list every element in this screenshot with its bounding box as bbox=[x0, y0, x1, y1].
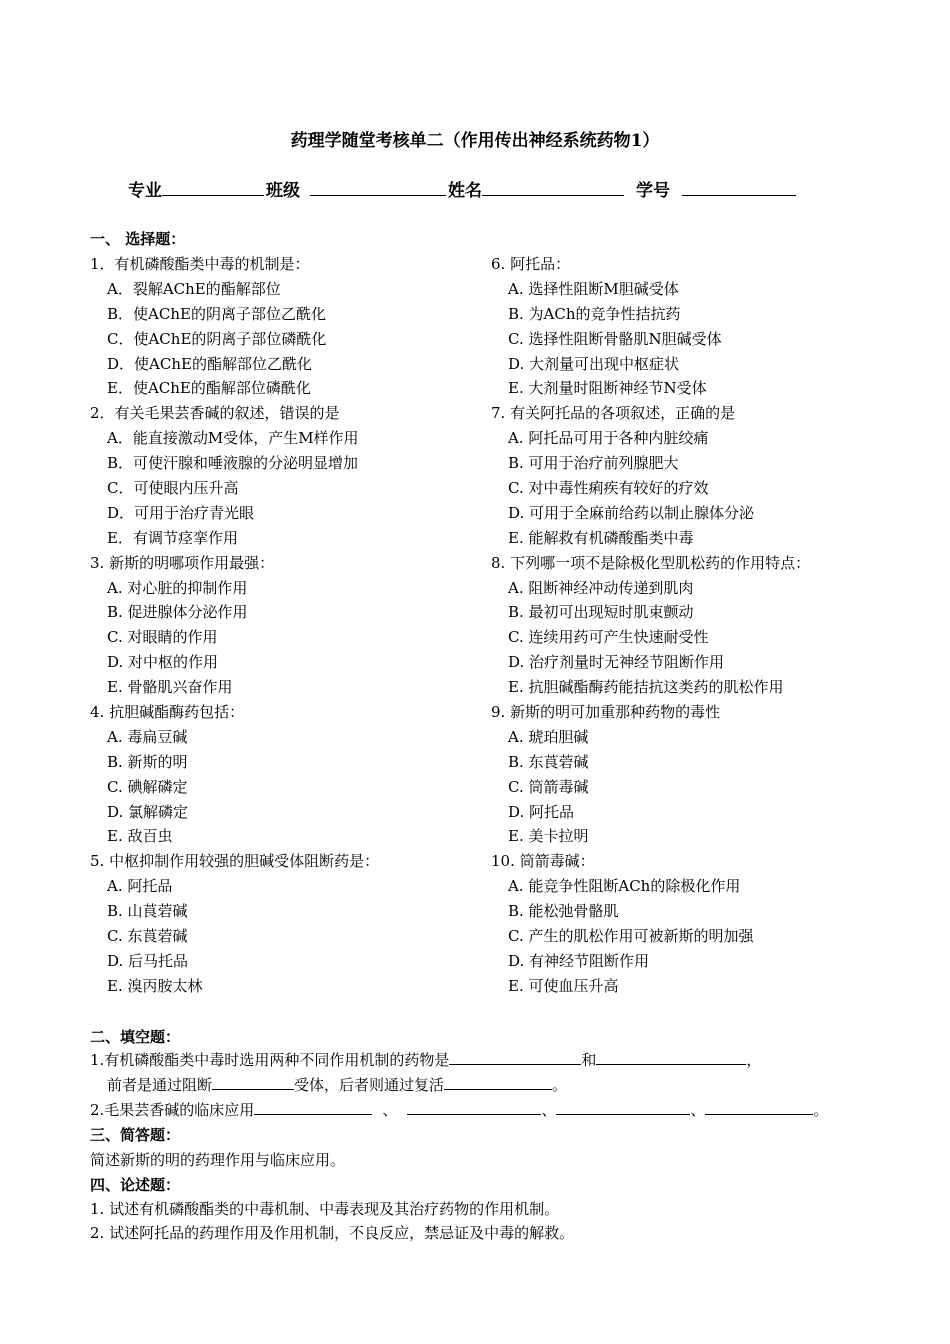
answer-option[interactable]: B. 山莨菪碱 bbox=[107, 902, 188, 921]
answer-option[interactable]: B. 最初可出现短时肌束颤动 bbox=[508, 603, 694, 622]
fill-blank[interactable] bbox=[705, 1099, 813, 1115]
answer-option[interactable]: E. 溴丙胺太林 bbox=[107, 976, 203, 995]
answer-option[interactable]: A. 毒扁豆碱 bbox=[107, 727, 188, 746]
class-label: 班级 bbox=[266, 181, 300, 201]
choice-column-left bbox=[90, 252, 510, 999]
answer-option[interactable]: D. 后马托品 bbox=[107, 951, 189, 970]
section-heading-essay: 四、论述题： bbox=[90, 1176, 181, 1194]
question-stem: 2．有关毛果芸香碱的叙述，错误的是 bbox=[90, 404, 340, 423]
question-stem: 10. 筒箭毒碱： bbox=[491, 852, 595, 871]
answer-option[interactable]: D. 大剂量可出现中枢症状 bbox=[508, 354, 680, 373]
answer-option[interactable]: B. 东莨菪碱 bbox=[508, 752, 589, 771]
fill-blank[interactable] bbox=[212, 1074, 294, 1090]
question-stem: 5. 中枢抑制作用较强的胆碱受体阻断药是： bbox=[90, 852, 380, 871]
answer-option[interactable]: C. 对眼睛的作用 bbox=[107, 628, 218, 647]
fill-q1-text-a: 1.有机磷酸酯类中毒时选用两种不同作用机制的药物是 bbox=[90, 1051, 450, 1069]
fill-blank[interactable] bbox=[444, 1074, 552, 1090]
answer-option[interactable]: A. 对心脏的抑制作用 bbox=[107, 578, 248, 597]
answer-option[interactable]: A. 能竞争性阻断ACh的除极化作用 bbox=[508, 877, 741, 896]
answer-option[interactable]: D．可用于治疗青光眼 bbox=[107, 503, 255, 522]
answer-option[interactable]: A．能直接激动M受体，产生M样作用 bbox=[107, 429, 359, 448]
answer-option[interactable]: B. 为ACh的竞争性拮抗药 bbox=[508, 304, 681, 323]
major-label: 专业 bbox=[128, 181, 162, 201]
fill-q2-sep: 、 bbox=[382, 1101, 398, 1119]
answer-option[interactable]: A．裂解AChE的酯解部位 bbox=[107, 279, 281, 298]
section-heading-fill: 二、填空题： bbox=[90, 1028, 181, 1046]
answer-option[interactable]: E. 抗胆碱酯酶药能拮抗这类药的肌松作用 bbox=[508, 678, 784, 697]
section-heading-choice: 一、 选择题： bbox=[90, 230, 186, 248]
answer-option[interactable]: B. 促进腺体分泌作用 bbox=[107, 603, 248, 622]
answer-option[interactable]: E. 美卡拉明 bbox=[508, 827, 589, 846]
fill-q1-text-b: 和 bbox=[581, 1051, 597, 1069]
fill-blank[interactable] bbox=[407, 1099, 541, 1115]
question-stem: 7. 有关阿托品的各项叙述，正确的是 bbox=[491, 404, 736, 423]
fill-blank[interactable] bbox=[254, 1099, 372, 1115]
answer-option[interactable]: B. 可用于治疗前列腺肥大 bbox=[508, 454, 679, 473]
answer-option[interactable]: C. 筒箭毒碱 bbox=[508, 777, 589, 796]
essay-question-2: 2. 试述阿托品的药理作用及作用机制，不良反应，禁忌证及中毒的解救。 bbox=[90, 1224, 575, 1242]
choice-column-right bbox=[491, 252, 911, 999]
answer-option[interactable]: D．使AChE的酯解部位乙酰化 bbox=[107, 354, 312, 373]
answer-option[interactable]: D. 可用于全麻前给药以制止腺体分泌 bbox=[508, 503, 755, 522]
fill-q1-text-c: ， bbox=[746, 1051, 762, 1069]
fill-q1-text-e: 受体，后者则通过复活 bbox=[294, 1076, 445, 1094]
question-stem: 3. 新斯的明哪项作用最强： bbox=[90, 553, 275, 572]
fill-question-2 bbox=[90, 1099, 828, 1120]
fill-q2-text-a: 2.毛果芸香碱的临床应用 bbox=[90, 1101, 255, 1119]
answer-option[interactable]: D. 氯解磷定 bbox=[107, 802, 189, 821]
question-stem: 6. 阿托品： bbox=[491, 255, 571, 273]
fill-blank[interactable] bbox=[596, 1049, 746, 1065]
answer-option[interactable]: B．使AChE的阴离子部位乙酰化 bbox=[107, 304, 326, 323]
section-heading-short-answer: 三、简答题： bbox=[90, 1126, 181, 1144]
answer-option[interactable]: D. 对中枢的作用 bbox=[107, 653, 219, 672]
answer-option[interactable]: C. 选择性阻断骨骼肌N胆碱受体 bbox=[508, 329, 722, 348]
question-stem: 9. 新斯的明可加重那种药物的毒性 bbox=[491, 703, 721, 722]
answer-option[interactable]: E．使AChE的酯解部位磷酰化 bbox=[107, 379, 311, 398]
fill-question-1 bbox=[90, 1049, 761, 1070]
answer-option[interactable]: C. 产生的肌松作用可被新斯的明加强 bbox=[508, 927, 754, 946]
answer-option[interactable]: E. 大剂量时阻断神经节N受体 bbox=[508, 379, 707, 398]
fill-blank[interactable] bbox=[556, 1099, 690, 1115]
answer-option[interactable]: A. 琥珀胆碱 bbox=[508, 727, 589, 746]
answer-option[interactable]: B．可使汗腺和唾液腺的分泌明显增加 bbox=[107, 454, 359, 473]
question-stem: 8. 下列哪一项不是除极化型肌松药的作用特点： bbox=[491, 553, 811, 572]
answer-option[interactable]: A. 阿托品可用于各种内脏绞痛 bbox=[508, 429, 709, 448]
answer-option[interactable]: E. 可使血压升高 bbox=[508, 976, 619, 995]
fill-blank[interactable] bbox=[449, 1049, 581, 1065]
student-info-line bbox=[126, 176, 796, 201]
fill-q2-sep: 、 bbox=[541, 1101, 557, 1119]
answer-option[interactable]: A. 选择性阻断M胆碱受体 bbox=[508, 279, 679, 298]
fill-question-1-cont bbox=[107, 1074, 567, 1095]
student-id-label: 学号 bbox=[636, 181, 670, 201]
fill-q1-text-f: 。 bbox=[552, 1076, 568, 1094]
major-blank[interactable] bbox=[162, 178, 264, 196]
answer-option[interactable]: C．使AChE的阴离子部位磷酰化 bbox=[107, 329, 327, 348]
name-blank[interactable] bbox=[482, 178, 624, 196]
answer-option[interactable]: E. 能解救有机磷酸酯类中毒 bbox=[508, 528, 694, 547]
answer-option[interactable]: E. 敌百虫 bbox=[107, 827, 173, 846]
essay-question-1: 1. 试述有机磷酸酯类的中毒机制、中毒表现及其治疗药物的作用机制。 bbox=[90, 1200, 560, 1218]
answer-option[interactable]: D. 治疗剂量时无神经节阻断作用 bbox=[508, 653, 725, 672]
fill-q2-end: 。 bbox=[813, 1101, 829, 1119]
answer-option[interactable]: C. 碘解磷定 bbox=[107, 777, 188, 796]
answer-option[interactable]: C. 对中毒性痢疾有较好的疗效 bbox=[508, 479, 709, 498]
answer-option[interactable]: D. 有神经节阻断作用 bbox=[508, 951, 650, 970]
answer-option[interactable]: D. 阿托品 bbox=[508, 802, 575, 821]
name-label: 姓名 bbox=[448, 181, 482, 201]
answer-option[interactable]: A. 阻断神经冲动传递到肌肉 bbox=[508, 578, 694, 597]
fill-q2-sep: 、 bbox=[690, 1101, 706, 1119]
fill-q1-text-d: 前者是通过阻断 bbox=[107, 1076, 213, 1094]
answer-option[interactable]: E. 骨骼肌兴奋作用 bbox=[107, 678, 233, 697]
class-blank[interactable] bbox=[310, 178, 446, 196]
student-id-blank[interactable] bbox=[682, 178, 796, 196]
short-answer-question: 简述新斯的明的药理作用与临床应用。 bbox=[90, 1151, 346, 1169]
question-stem: 1．有机磷酸酯类中毒的机制是： bbox=[90, 255, 310, 273]
answer-option[interactable]: C．可使眼内压升高 bbox=[107, 479, 239, 498]
question-stem: 4. 抗胆碱酯酶药包括： bbox=[90, 703, 245, 722]
page-title: 药理学随堂考核单二（作用传出神经系统药物1） bbox=[290, 131, 660, 151]
answer-option[interactable]: E．有调节痉挛作用 bbox=[107, 528, 238, 547]
answer-option[interactable]: C. 东莨菪碱 bbox=[107, 927, 188, 946]
answer-option[interactable]: B. 能松弛骨骼肌 bbox=[508, 902, 619, 921]
answer-option[interactable]: A. 阿托品 bbox=[107, 877, 173, 896]
answer-option[interactable]: C. 连续用药可产生快速耐受性 bbox=[508, 628, 709, 647]
answer-option[interactable]: B. 新斯的明 bbox=[107, 752, 188, 771]
